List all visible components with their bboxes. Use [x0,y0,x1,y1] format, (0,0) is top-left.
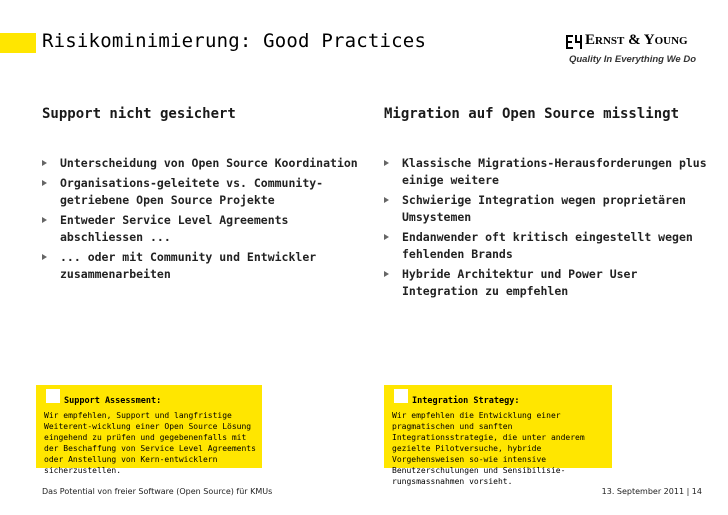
logo-tagline: Quality In Everything We Do [568,54,696,65]
callout-title-text: Support Assessment: [64,396,162,406]
bullet-text: Schwierige Integration wegen proprietären Umsystemen [402,193,686,224]
callout-body: Wir empfehlen die Entwicklung einer pragmatischen und sanften Integrationsstrategie, die unter anderem gezielte Pilotversuche, hybride Vorgehensweisen so-wie intensive Benutzerschulungen und Sensibilisie-rungsmassnahmen vorsieht. [392,411,585,486]
list-item [42,249,362,283]
callout-title [46,395,161,407]
ey-logo-mark-icon [566,34,582,50]
bullet-arrow-icon [384,271,389,277]
list-item [384,229,714,263]
bullet-arrow-icon [384,160,389,166]
callout-title [394,395,519,407]
title-accent-bar [0,33,36,53]
list-item [42,212,362,246]
slide-title: Risikominimierung: Good Practices [42,30,427,52]
callout-marker-icon [46,389,60,403]
list-item [42,155,362,172]
bullet-arrow-icon [42,180,47,186]
callout-marker-icon [394,389,408,403]
bullet-text: ... oder mit Community und Entwickler zusammenarbeiten [60,250,317,281]
callout-title-text: Integration Strategy: [412,396,520,406]
footer-date-page: 13. September 2011 | 14 [601,487,702,496]
bullet-text: Entweder Service Level Agreements abschliessen ... [60,213,289,244]
ey-logo [566,31,698,71]
bullet-arrow-icon [42,217,47,223]
left-bullet-list [42,155,362,286]
right-bullet-list [384,155,714,303]
logo-name: Ernst & Young [585,32,688,48]
support-assessment-callout [36,385,262,475]
callout-body: Wir empfehlen, Support und langfristige Weiterent-wicklung einer Open Source Lösung eingehend zu prüfen und gegebenenfalls mit der Beschaffung von Service Level Agreements oder Anstellung von Kern-entwicklern sicherzustellen. [44,411,256,475]
bullet-text: Hybride Architektur und Power User Integration zu empfehlen [402,267,638,298]
bullet-text: Organisations-geleitete vs. Community-getriebene Open Source Projekte [60,176,324,207]
list-item [384,155,714,189]
left-column-heading: Support nicht gesichert [42,106,236,122]
list-item [384,192,714,226]
list-item [42,175,362,209]
bullet-arrow-icon [42,254,47,260]
footer-presentation-title: Das Potential von freier Software (Open Source) für KMUs [42,487,273,496]
bullet-arrow-icon [384,234,389,240]
right-column-heading: Migration auf Open Source misslingt [384,106,680,122]
bullet-arrow-icon [42,160,47,166]
bullet-text: Unterscheidung von Open Source Koordination [60,156,358,170]
integration-strategy-callout [384,385,612,486]
bullet-text: Endanwender oft kritisch eingestellt wegen fehlenden Brands [402,230,693,261]
list-item [384,266,714,300]
bullet-text: Klassische Migrations-Herausforderungen plus einige weitere [402,156,707,187]
bullet-arrow-icon [384,197,389,203]
